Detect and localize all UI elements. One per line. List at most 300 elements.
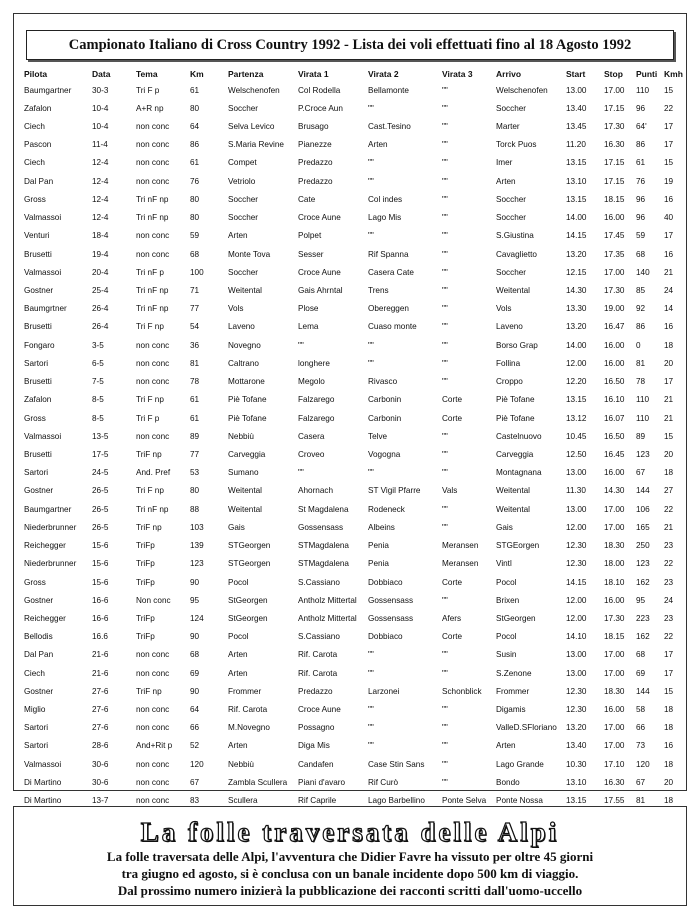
table-cell: Zambla Scullera: [228, 777, 288, 787]
table-cell: Valmassoi: [24, 267, 62, 277]
table-row: [22, 664, 682, 682]
table-cell: Cast.Tesino: [368, 122, 411, 132]
table-cell: Lago Barbellino: [368, 796, 425, 806]
table-row: [22, 117, 682, 135]
table-cell: 27-6: [92, 723, 109, 733]
table-cell: 20: [664, 449, 674, 459]
table-row: [22, 445, 682, 463]
table-cell: Susin: [496, 650, 517, 660]
table-cell: 30-6: [92, 777, 109, 787]
table-cell: 16.00: [604, 705, 625, 715]
table-cell: S.Giustina: [496, 231, 534, 241]
table-cell: non conc: [136, 340, 170, 350]
table-cell: Novegno: [228, 340, 261, 350]
table-cell: 15-6: [92, 559, 109, 569]
table-row: [22, 336, 682, 354]
table-cell: Castelnuovo: [496, 431, 542, 441]
table-cell: 85: [636, 286, 646, 296]
table-cell: non conc: [136, 377, 170, 387]
table-cell: 12.30: [566, 559, 587, 569]
table-cell: Sesser: [298, 249, 324, 259]
table-cell: Rodeneck: [368, 504, 405, 514]
table-row: [22, 427, 682, 445]
table-cell: St Magdalena: [298, 504, 349, 514]
table-cell: "": [442, 231, 448, 241]
table-cell: "": [442, 213, 448, 223]
table-cell: Carbonin: [368, 413, 402, 423]
table-cell: 13.10: [566, 176, 587, 186]
table-cell: "": [442, 759, 448, 769]
table-row: [22, 409, 682, 427]
table-header-row: [22, 66, 682, 81]
table-cell: 67: [190, 777, 200, 787]
table-cell: Penia: [368, 541, 389, 551]
table-cell: Piè Tofane: [496, 395, 535, 405]
table-row: [22, 628, 682, 646]
table-cell: 0: [636, 340, 641, 350]
table-cell: "": [442, 777, 448, 787]
table-cell: Weitental: [496, 504, 530, 514]
table-cell: Cavaglietto: [496, 249, 537, 259]
table-cell: 21: [664, 395, 674, 405]
table-cell: Imer: [496, 158, 513, 168]
table-cell: 14.10: [566, 632, 587, 642]
table-cell: 10-4: [92, 122, 109, 132]
table-cell: 18.15: [604, 194, 625, 204]
table-cell: Case Stin Sans: [368, 759, 425, 769]
table-row: [22, 154, 682, 172]
table-cell: non conc: [136, 777, 170, 787]
table-cell: 23: [664, 613, 674, 623]
table-cell: Antholz Mittertal: [298, 613, 357, 623]
table-cell: 13.20: [566, 322, 587, 332]
table-cell: 16.50: [604, 431, 625, 441]
table-cell: 17: [664, 668, 674, 678]
table-cell: Pascon: [24, 140, 52, 150]
table-cell: 20-4: [92, 267, 109, 277]
table-cell: 89: [190, 431, 200, 441]
table-cell: Di Martino: [24, 777, 62, 787]
table-cell: 12.30: [566, 686, 587, 696]
table-cell: 17.45: [604, 231, 625, 241]
column-header: Virata 2: [368, 68, 399, 79]
table-cell: 13.40: [566, 103, 587, 113]
table-cell: 95: [636, 595, 646, 605]
table-cell: Rif. Carota: [298, 650, 338, 660]
table-cell: 17.10: [604, 759, 625, 769]
table-cell: Soccher: [228, 103, 259, 113]
table-row: [22, 591, 682, 609]
table-cell: 16.30: [604, 140, 625, 150]
table-cell: Nebbiù: [228, 759, 254, 769]
table-cell: Zafalon: [24, 103, 52, 113]
table-cell: "": [442, 522, 448, 532]
table-cell: 16.07: [604, 413, 625, 423]
table-cell: 88: [190, 504, 200, 514]
table-cell: STMagdalena: [298, 541, 349, 551]
table-cell: 76: [636, 176, 646, 186]
table-cell: Gross: [24, 194, 46, 204]
table-cell: 59: [636, 231, 646, 241]
table-cell: Miglio: [24, 705, 46, 715]
table-cell: 22: [664, 103, 674, 113]
table-row: [22, 136, 682, 154]
table-cell: Gostner: [24, 686, 54, 696]
table-row: [22, 227, 682, 245]
table-cell: 27-6: [92, 705, 109, 715]
table-cell: STGeorgen: [228, 541, 271, 551]
column-header: Arrivo: [496, 68, 522, 79]
table-cell: 15-6: [92, 541, 109, 551]
table-cell: 66: [636, 723, 646, 733]
table-cell: Sartori: [24, 741, 49, 751]
column-header: Data: [92, 68, 111, 79]
table-cell: Gossensass: [298, 522, 344, 532]
table-cell: 80: [190, 103, 200, 113]
table-cell: "": [368, 358, 374, 368]
table-cell: Pocol: [496, 632, 517, 642]
column-header: Virata 1: [298, 68, 329, 79]
table-cell: non conc: [136, 231, 170, 241]
table-cell: Casera: [298, 431, 325, 441]
table-cell: 69: [636, 668, 646, 678]
table-cell: non conc: [136, 176, 170, 186]
table-cell: 68: [636, 249, 646, 259]
table-cell: 12.15: [566, 267, 587, 277]
table-cell: 12-4: [92, 194, 109, 204]
table-row: [22, 609, 682, 627]
table-cell: 13.15: [566, 194, 587, 204]
table-cell: Mottarone: [228, 377, 265, 387]
table-cell: Caltrano: [228, 358, 259, 368]
table-cell: Pianezze: [298, 140, 332, 150]
table-cell: Croce Aune: [298, 705, 341, 715]
table-cell: "": [368, 668, 374, 678]
table-cell: Lago Grande: [496, 759, 544, 769]
column-header: Pilota: [24, 68, 48, 79]
table-cell: 110: [636, 85, 650, 95]
table-cell: "": [442, 377, 448, 387]
table-cell: Borso Grap: [496, 340, 538, 350]
table-cell: 10-4: [92, 103, 109, 113]
table-cell: 110: [636, 395, 650, 405]
table-cell: 13.00: [566, 650, 587, 660]
table-cell: Welschenofen: [228, 85, 280, 95]
table-cell: non conc: [136, 249, 170, 259]
table-cell: 18.30: [604, 686, 625, 696]
table-cell: 18.15: [604, 632, 625, 642]
table-cell: 21-6: [92, 668, 109, 678]
table-cell: Albeins: [368, 522, 395, 532]
table-cell: 18: [664, 723, 674, 733]
table-row: [22, 209, 682, 227]
table-cell: 123: [190, 559, 204, 569]
table-cell: 17.00: [604, 267, 625, 277]
table-cell: 16: [664, 249, 674, 259]
table-row: [22, 482, 682, 500]
table-cell: 14.15: [566, 577, 587, 587]
flights-table: [22, 66, 682, 810]
table-cell: 12.00: [566, 358, 587, 368]
table-row: [22, 755, 682, 773]
table-cell: "": [442, 449, 448, 459]
table-cell: Soccher: [228, 213, 259, 223]
table-row: [22, 646, 682, 664]
table-cell: Fongaro: [24, 340, 55, 350]
table-cell: 26-5: [92, 504, 109, 514]
table-cell: Montagnana: [496, 468, 542, 478]
table-cell: Predazzo: [298, 158, 333, 168]
table-cell: S.Cassiano: [298, 632, 340, 642]
table-cell: "": [368, 723, 374, 733]
table-cell: Arten: [228, 668, 248, 678]
table-cell: 61: [190, 413, 200, 423]
table-cell: Schonblick: [442, 686, 482, 696]
table-cell: "": [442, 668, 448, 678]
table-cell: Gais: [496, 522, 513, 532]
table-cell: 27: [664, 486, 674, 496]
table-cell: 81: [190, 358, 200, 368]
table-cell: 17.00: [604, 723, 625, 733]
table-cell: S.Zenone: [496, 668, 532, 678]
table-cell: Casera Cate: [368, 267, 414, 277]
table-cell: ValleD.SFloriano: [496, 723, 557, 733]
table-cell: 22: [664, 559, 674, 569]
table-cell: TriFp: [136, 541, 155, 551]
table-cell: 21: [664, 522, 674, 532]
table-cell: Weitental: [228, 504, 262, 514]
table-cell: 8-5: [92, 413, 104, 423]
table-cell: non conc: [136, 759, 170, 769]
table-cell: Carveggia: [228, 449, 266, 459]
table-cell: Piani d'avaro: [298, 777, 346, 787]
table-cell: Corte: [442, 413, 463, 423]
table-cell: 13.15: [566, 158, 587, 168]
table-cell: Corte: [442, 395, 463, 405]
table-cell: 22: [664, 504, 674, 514]
table-cell: 61: [190, 85, 200, 95]
table-cell: 18-4: [92, 231, 109, 241]
table-cell: Vals: [442, 486, 458, 496]
table-cell: Afers: [442, 613, 462, 623]
table-cell: Sumano: [228, 468, 259, 478]
table-cell: Bellodis: [24, 632, 53, 642]
table-cell: Gostner: [24, 595, 54, 605]
table-cell: 25-4: [92, 286, 109, 296]
table-cell: Rif. Carota: [298, 668, 338, 678]
table-cell: A+R np: [136, 103, 164, 113]
table-cell: 17.00: [604, 650, 625, 660]
table-cell: 19: [664, 176, 674, 186]
table-cell: "": [442, 431, 448, 441]
table-cell: "": [442, 723, 448, 733]
article-line-2: tra giugno ed agosto, si è conclusa con un banale incidente dopo 500 km di viaggio.: [121, 866, 579, 881]
table-cell: Tri nF np: [136, 213, 169, 223]
table-cell: "": [368, 705, 374, 715]
table-cell: 67: [636, 468, 646, 478]
table-cell: Arten: [368, 140, 388, 150]
table-cell: 16.30: [604, 777, 625, 787]
table-cell: Piè Tofane: [228, 395, 267, 405]
table-cell: Megolo: [298, 377, 325, 387]
table-cell: S.Cassiano: [298, 577, 340, 587]
table-cell: Brusetti: [24, 377, 52, 387]
table-cell: 24: [664, 595, 674, 605]
table-cell: "": [442, 504, 448, 514]
title-box: [26, 30, 674, 60]
table-cell: 21-6: [92, 650, 109, 660]
table-cell: 17.55: [604, 796, 625, 806]
table-cell: Col indes: [368, 194, 403, 204]
table-cell: 18: [664, 759, 674, 769]
table-cell: "": [368, 340, 374, 350]
table-cell: 13-7: [92, 796, 109, 806]
table-cell: 95: [190, 595, 200, 605]
table-cell: 86: [636, 140, 646, 150]
table-cell: 78: [636, 377, 646, 387]
table-cell: Weitental: [496, 286, 530, 296]
table-cell: 21: [664, 413, 674, 423]
table-cell: 13.10: [566, 777, 587, 787]
table-cell: 11.20: [566, 140, 586, 150]
table-cell: Larzonei: [368, 686, 400, 696]
table-cell: Follina: [496, 358, 521, 368]
table-cell: Brusetti: [24, 322, 52, 332]
table-cell: 20: [664, 358, 674, 368]
table-cell: 30-3: [92, 85, 109, 95]
table-cell: Vols: [228, 304, 244, 314]
table-cell: 81: [636, 358, 646, 368]
table-cell: Gross: [24, 577, 46, 587]
table-cell: Tri nF np: [136, 194, 169, 204]
table-row: [22, 500, 682, 518]
table-cell: Ciech: [24, 668, 45, 678]
table-cell: Croveo: [298, 449, 325, 459]
table-cell: 71: [190, 286, 200, 296]
table-cell: S.Maria Revine: [228, 140, 284, 150]
table-cell: Welschenofen: [496, 85, 548, 95]
table-cell: StGeorgen: [228, 595, 268, 605]
table-cell: 17.15: [604, 158, 625, 168]
table-cell: Croce Aune: [298, 213, 341, 223]
table-cell: Croce Aune: [298, 267, 341, 277]
table-cell: 12.00: [566, 522, 587, 532]
table-cell: Plose: [298, 304, 319, 314]
table-cell: Piè Tofane: [228, 413, 267, 423]
table-cell: 77: [190, 304, 200, 314]
table-cell: Gossensass: [368, 613, 414, 623]
table-cell: Digamis: [496, 705, 526, 715]
table-cell: non conc: [136, 796, 170, 806]
table-cell: M.Novegno: [228, 723, 270, 733]
table-cell: Venturi: [24, 231, 50, 241]
table-cell: 19.00: [604, 304, 625, 314]
column-header: Start: [566, 68, 586, 79]
table-cell: 16.00: [604, 358, 625, 368]
table-cell: Baumgrtner: [24, 304, 67, 314]
table-cell: Dal Pan: [24, 650, 54, 660]
table-cell: 23: [664, 577, 674, 587]
table-cell: "": [442, 176, 448, 186]
table-cell: 73: [636, 741, 646, 751]
table-cell: "": [368, 468, 374, 478]
table-cell: 18: [664, 705, 674, 715]
column-header: Virata 3: [442, 68, 473, 79]
table-row: [22, 700, 682, 718]
table-cell: "": [298, 468, 304, 478]
table-cell: 16.45: [604, 449, 625, 459]
table-cell: 13.15: [566, 796, 587, 806]
table-cell: 139: [190, 541, 204, 551]
table-cell: Arten: [496, 176, 516, 186]
table-cell: 96: [636, 194, 646, 204]
table-cell: 17: [664, 231, 674, 241]
table-cell: 26-4: [92, 322, 109, 332]
table-cell: 17.30: [604, 286, 625, 296]
table-cell: 14.00: [566, 213, 587, 223]
table-cell: Rivasco: [368, 377, 398, 387]
table-cell: Tri nF p: [136, 267, 164, 277]
table-cell: 16.00: [604, 340, 625, 350]
table-cell: 16-6: [92, 595, 109, 605]
table-cell: 18: [664, 468, 674, 478]
table-cell: 17.30: [604, 613, 625, 623]
column-header: Tema: [136, 68, 158, 79]
table-cell: Corte: [442, 632, 463, 642]
table-cell: Ciech: [24, 158, 45, 168]
table-cell: 18.00: [604, 559, 625, 569]
table-cell: Penia: [368, 559, 389, 569]
table-cell: Scullera: [228, 796, 258, 806]
table-cell: Vintl: [496, 559, 512, 569]
table-cell: 26-5: [92, 486, 109, 496]
table-cell: "": [442, 267, 448, 277]
table-cell: Valmassoi: [24, 759, 62, 769]
table-cell: "": [442, 741, 448, 751]
table-cell: "": [368, 650, 374, 660]
table-cell: 96: [636, 103, 646, 113]
table-cell: Possagno: [298, 723, 335, 733]
table-cell: Soccher: [496, 194, 527, 204]
table-cell: Di Martino: [24, 796, 62, 806]
table-cell: 76: [190, 176, 200, 186]
table-cell: 13.00: [566, 668, 587, 678]
table-cell: non conc: [136, 358, 170, 368]
table-row: [22, 391, 682, 409]
table-cell: 13.00: [566, 468, 587, 478]
table-cell: 17.00: [604, 504, 625, 514]
table-cell: Obereggen: [368, 304, 409, 314]
table-cell: "": [368, 741, 374, 751]
table-cell: Lema: [298, 322, 319, 332]
table-cell: Tri F np: [136, 395, 164, 405]
table-cell: Weitental: [228, 486, 262, 496]
table-row: [22, 354, 682, 372]
table-cell: Tri F np: [136, 486, 164, 496]
table-cell: Laveno: [228, 322, 255, 332]
table-cell: 16.00: [604, 468, 625, 478]
table-cell: "": [442, 468, 448, 478]
table-cell: 18.10: [604, 577, 625, 587]
table-cell: Diga Mis: [298, 741, 330, 751]
table-cell: non conc: [136, 723, 170, 733]
table-cell: And+Rit p: [136, 741, 173, 751]
table-cell: 22: [664, 632, 674, 642]
table-cell: Predazzo: [298, 686, 333, 696]
table-cell: 120: [636, 759, 650, 769]
table-cell: Gais Ahrntal: [298, 286, 343, 296]
table-cell: 123: [636, 449, 650, 459]
